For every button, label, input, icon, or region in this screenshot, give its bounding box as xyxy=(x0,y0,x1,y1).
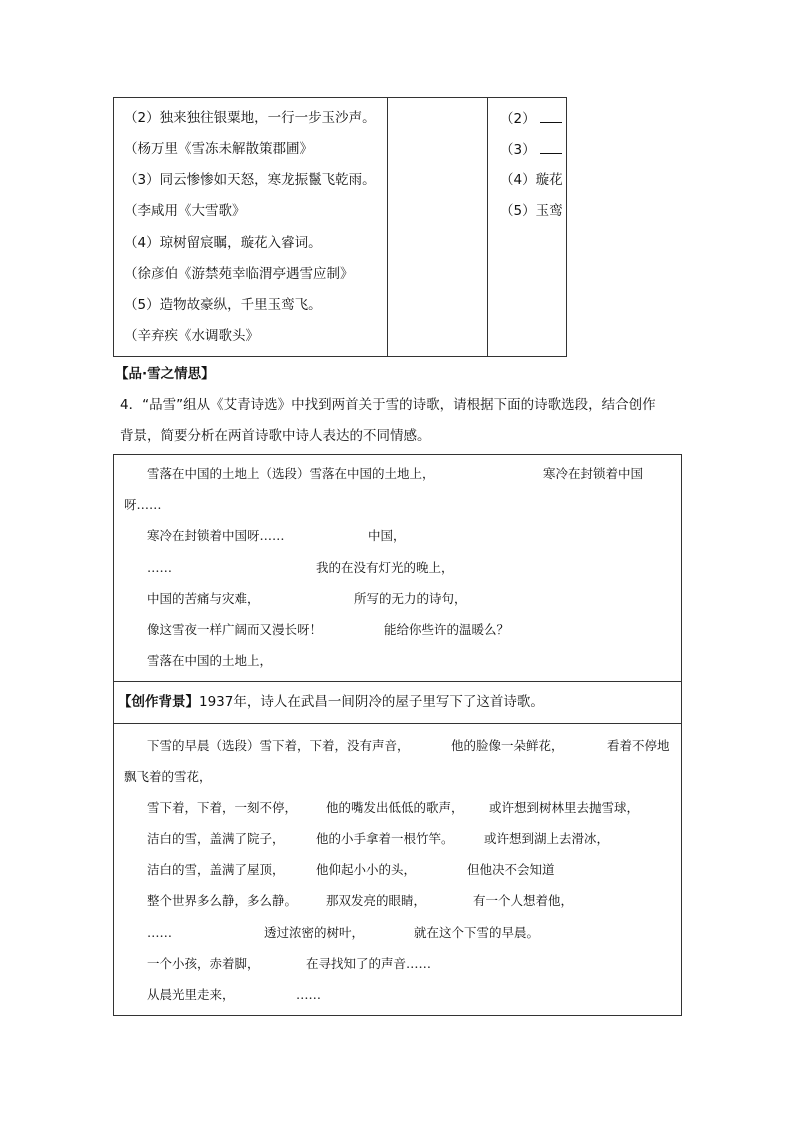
poem2-line: 他的小手拿着一根竹竿。 xyxy=(316,831,454,846)
poem2-line: …… xyxy=(296,987,321,1002)
poem-line: （3）同云惨惨如天怒，寒龙振鬣飞乾雨。 xyxy=(124,172,376,188)
poem2-line: 那双发亮的眼睛， xyxy=(326,893,427,908)
poem2-line: 雪下着，下着，一刻不停， xyxy=(147,800,298,815)
poem1-line: 寒冷在封锁着中国 xyxy=(543,466,644,481)
poem1-line: 寒冷在封锁着中国呀…… xyxy=(147,528,285,543)
answer-blank[interactable] xyxy=(540,110,562,123)
poem1-line: 中国的苦痛与灾难， xyxy=(147,591,260,606)
poem2-line: 就在这个下雪的早晨。 xyxy=(414,925,540,940)
poem2-line: 但他决不会知道 xyxy=(467,862,555,877)
poem2-line: 有一个人想着他， xyxy=(473,893,574,908)
poem2-line: 下雪的早晨（选段）雪下着，下着，没有声音， xyxy=(147,738,410,753)
poem1-line: 雪落在中国的土地上（选段）雪落在中国的土地上， xyxy=(147,466,435,481)
answer-item: （3） xyxy=(500,141,562,158)
poem1-line: 我的在没有灯光的晚上， xyxy=(316,560,454,575)
poem1-line: 中国， xyxy=(368,528,406,543)
poem2-line: 透过浓密的树叶， xyxy=(264,925,365,940)
poem2-line: …… xyxy=(147,925,172,940)
poem1-line: 像这雪夜一样广阔而又漫长呀！ xyxy=(147,622,323,637)
poem1-line: 能给你些许的温暖么？ xyxy=(384,622,510,637)
section-heading: 【品·雪之情思】 xyxy=(115,366,215,382)
poem2-line: 他的嘴发出低低的歌声， xyxy=(326,800,464,815)
poem2-line: 他仰起小小的头， xyxy=(316,862,417,877)
poem-source: （辛弃疾《水调歌头》 xyxy=(124,328,259,344)
poem2-line: 洁白的雪，盖满了屋顶， xyxy=(147,862,285,877)
answer-blank[interactable] xyxy=(540,141,562,154)
poem1-line: 所写的无力的诗句， xyxy=(354,591,467,606)
poem2-line: 整个世界多么静，多么静。 xyxy=(147,893,298,908)
question-line: 4．“品雪”组从《艾青诗选》中找到两首关于雪的诗歌，请根据下面的诗歌选段，结合创作 xyxy=(120,397,656,413)
poem2-line: 或许想到树林里去抛雪球， xyxy=(489,800,640,815)
poem1-line: 呀…… xyxy=(124,497,162,512)
row-divider xyxy=(113,723,682,724)
answer-item: （2） xyxy=(500,110,562,127)
poem-line: （2）独来独往银粟地，一行一步玉沙声。 xyxy=(124,110,376,126)
answer-item: （5）玉鸾 xyxy=(500,203,563,219)
poem2-line: 洁白的雪，盖满了院子， xyxy=(147,831,285,846)
table-divider-1 xyxy=(387,97,388,357)
poem-source: （徐彦伯《游禁苑幸临渭亭遇雪应制》 xyxy=(124,266,354,282)
question-line: 背景，简要分析在两首诗歌中诗人表达的不同情感。 xyxy=(120,428,431,444)
poem-source: （李咸用《大雪歌》 xyxy=(124,203,246,219)
table-divider-2 xyxy=(487,97,488,357)
poem-line: （5）造物故豪纵，千里玉鸾飞。 xyxy=(124,297,322,313)
poem1-line: …… xyxy=(147,560,172,575)
poem-table xyxy=(113,97,567,357)
creation-background: 【创作背景】1937年，诗人在武昌一间阴冷的屋子里写下了这首诗歌。 xyxy=(118,694,544,710)
poem2-line: 看着不停地 xyxy=(607,738,670,753)
poem2-line: 他的脸像一朵鲜花， xyxy=(451,738,564,753)
poem2-line: 在寻找知了的声音…… xyxy=(306,956,432,971)
poem2-line: 一个小孩，赤着脚， xyxy=(147,956,260,971)
poem2-line: 飘飞着的雪花， xyxy=(124,769,212,784)
poem2-line: 从晨光里走来， xyxy=(147,987,235,1002)
poem1-line: 雪落在中国的土地上， xyxy=(147,653,273,668)
poem-line: （4）琼树留宸瞩，璇花入睿词。 xyxy=(124,235,322,251)
poem2-line: 或许想到湖上去滑冰， xyxy=(484,831,610,846)
poem-source: （杨万里《雪冻未解散策郡圃》 xyxy=(124,141,313,157)
answer-item: （4）璇花 xyxy=(500,172,563,188)
row-divider xyxy=(113,681,682,682)
